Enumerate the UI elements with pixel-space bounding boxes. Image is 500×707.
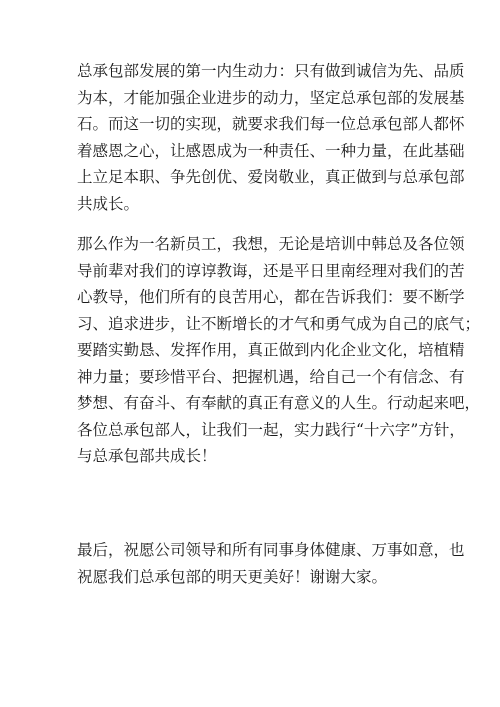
text-line: 要踏实勤恳、发挥作用，真正做到内化企业文化，培植精 [77,341,465,359]
paragraph-commitment [77,58,465,217]
text-line: 各位总承包部人，让我们一起，实力践行“十六字”方针， [77,420,465,439]
text-line: 祝愿我们总承包部的明天更美好！谢谢大家。 [77,567,388,586]
text-line: 共成长。 [77,194,140,213]
paragraph-new-employee [77,231,481,470]
text-line: 总承包部发展的第一内生动力：只有做到诚信为先、品质 [77,62,465,80]
text-line: 上立足本职、争先创优、爱岗敬业，真正做到与总承包部 [77,168,465,186]
text-line: 梦想、有奋斗、有奉献的真正有意义的人生。行动起来吧， [77,394,481,412]
text-line: 为本，才能加强企业进步的动力，坚定总承包部的发展基 [77,88,465,107]
text-line: 石。而这一切的实现，就要求我们每一位总承包部人都怀 [77,115,465,133]
text-line: 神力量；要珍惜平台、把握机遇，给自己一个有信念、有 [77,367,465,386]
text-line: 最后，祝愿公司领导和所有同事身体健康、万事如意，也 [77,541,465,559]
text-line: 心教导，他们所有的良苦用心，都在告诉我们：要不断学 [77,288,465,306]
text-line: 导前辈对我们的谆谆教诲，还是平日里南经理对我们的苦 [77,261,465,280]
text-line: 那么作为一名新员工，我想，无论是培训中韩总及各位领 [77,235,465,253]
text-line: 着感恩之心，让感恩成为一种责任、一种力量，在此基础 [77,141,465,160]
text-line: 习、追求进步，让不断增长的才气和勇气成为自己的底气； [77,314,481,333]
text-line: 与总承包部共成长！ [77,447,217,465]
paragraph-closing [77,537,465,590]
